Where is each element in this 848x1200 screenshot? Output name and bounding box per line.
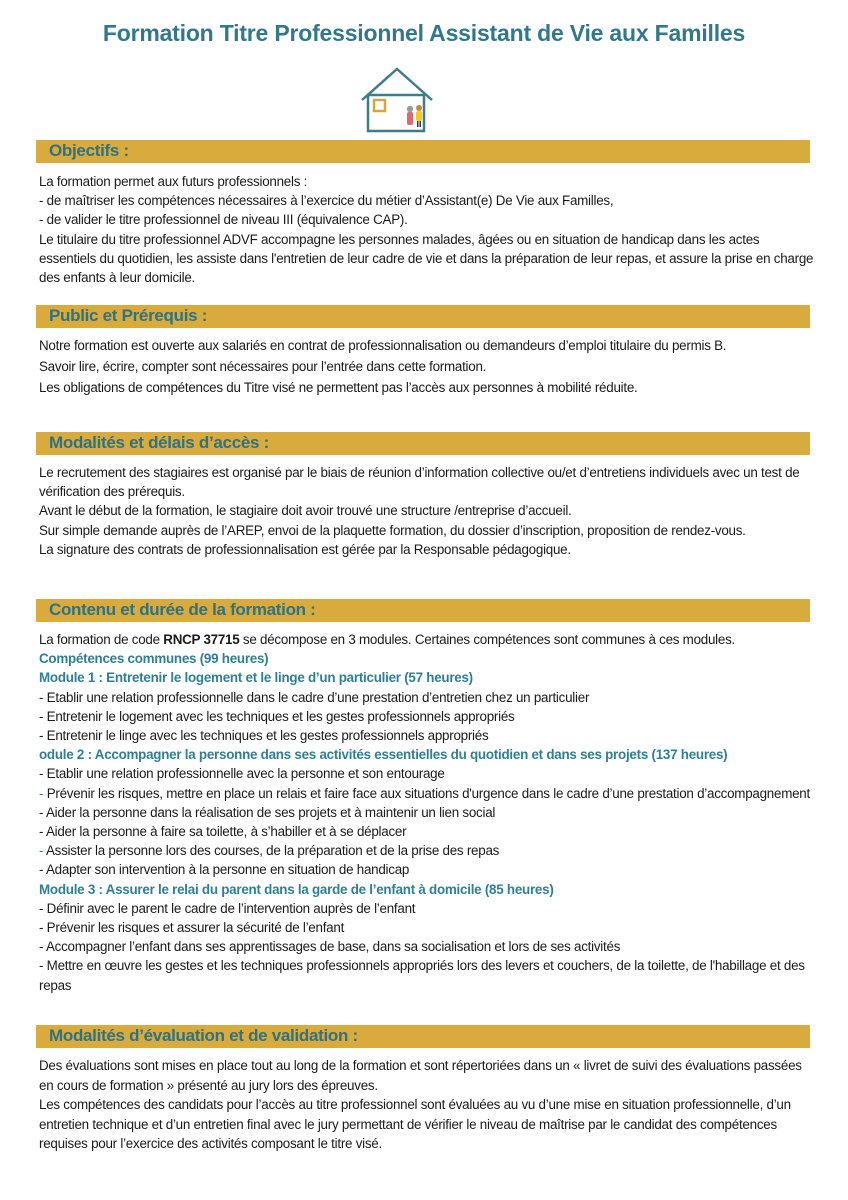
section-body-public — [39, 336, 814, 398]
list-item: - Etablir une relation professionnelle avec la personne et son entourage — [39, 766, 445, 782]
list-item: - Entretenir le linge avec les techniques et les gestes professionnels appropriés — [39, 728, 489, 744]
list-item: - Entretenir le logement avec les techniques et les gestes professionnels appropriés — [39, 708, 515, 724]
paragraph: Savoir lire, écrire, compter sont nécessaires pour l’entrée dans cette formation. — [39, 359, 487, 375]
dash: - — [39, 785, 47, 801]
list-item: - Etablir une relation professionnelle dans le cadre d’une prestation d’entretien chez un particulier — [39, 689, 590, 705]
section-heading: Objectifs : — [49, 141, 129, 160]
house-with-family-icon — [359, 66, 439, 134]
module-3-heading: Module 3 : Assurer le relai du parent dans la garde de l’enfant à domicile (85 heures) — [39, 881, 554, 897]
list-item: - Accompagner l’enfant dans ses apprentissages de base, dans sa socialisation et lors de ses activités — [39, 939, 621, 955]
section-body-modalites-acces — [39, 463, 814, 559]
section-body-objectifs — [39, 172, 814, 287]
section-heading: Contenu et durée de la formation : — [49, 600, 316, 619]
paragraph: Le titulaire du titre professionnel ADVF accompagne les personnes malades, âgées ou en situation de handicap dans les actes essentiels du quotidien, les assiste dans l'entretien de leur cadre de vie et dans la préparation de leur repas, et assure la prise en charge des enfants à leur domicile. — [39, 231, 814, 286]
section-header-public — [36, 305, 810, 328]
section-body-evaluation — [39, 1056, 814, 1154]
intro-text: La formation de code — [39, 632, 164, 647]
paragraph: Les obligations de compétences du Titre visé ne permettent pas l’accès aux personnes à mobilité réduite. — [39, 380, 638, 396]
section-header-objectifs — [36, 140, 810, 163]
paragraph: La signature des contrats de professionnalisation est gérée par la Responsable pédagogique. — [39, 541, 571, 557]
section-heading: Modalités et délais d’accès : — [49, 433, 269, 452]
section-header-evaluation — [36, 1025, 810, 1048]
paragraph: Des évaluations sont mises en place tout au long de la formation et sont répertoriées dans un « livret de suivi des évaluations passées en cours de formation » présenté au jury lors des épreuves. — [39, 1058, 802, 1093]
section-header-contenu — [36, 599, 810, 622]
page-title: Formation Titre Professionnel Assistant de Vie aux Familles — [102, 20, 746, 46]
competences-communes-heading: Compétences communes (99 heures) — [39, 651, 269, 667]
intro-text-after: se décompose en 3 modules. Certaines compétences sont communes à ces modules. — [239, 632, 736, 647]
list-item: - de maîtriser les compétences nécessaires à l’exercice du métier d’Assistant(e) De Vie aux Familles, — [39, 193, 614, 209]
paragraph: La formation permet aux futurs professionnels : — [39, 174, 308, 189]
list-item: - Mettre en œuvre les gestes et les techniques professionnels appropriés lors des levers et couchers, de la toilette, de l'habillage et des repas — [39, 958, 805, 993]
paragraph: Notre formation est ouverte aux salariés en contrat de professionnalisation ou demandeurs d’emploi titulaire du permis B. — [39, 338, 727, 353]
list-item-text: Prévenir les risques, mettre en place un relais et faire face aux situations d'urgence dans le cadre d’une prestation d’accompagnement — [46, 785, 810, 801]
paragraph: Les compétences des candidats pour l’accès au titre professionnel sont évaluées au vu d’une mise en situation professionnelle, d’un entretien technique et d’un entretien final avec le jury permettant de vérifier le niveau de maîtrise par le candidat des compétences requises pour l’exercice des activités composant le titre visé. — [39, 1097, 791, 1152]
list-item: - Prévenir les risques et assurer la sécurité de l’enfant — [39, 920, 345, 936]
module-2-heading: odule 2 : Accompagner la personne dans ses activités essentielles du quotidien et dans ses projets (137 heures) — [39, 747, 728, 763]
list-item: - de valider le titre professionnel de niveau III (équivalence CAP). — [39, 212, 408, 228]
list-item: - Aider la personne à faire sa toilette, à s’habiller et à se déplacer — [39, 824, 407, 840]
list-item: - Adapter son intervention à la personne en situation de handicap — [39, 862, 410, 878]
section-heading: Modalités d’évaluation et de validation : — [49, 1026, 358, 1045]
list-item — [39, 784, 814, 803]
rncp-code: RNCP 37715 — [163, 632, 240, 647]
paragraph-intro — [39, 630, 814, 649]
paragraph: Avant le début de la formation, le stagiaire doit avoir trouvé une structure /entreprise d’accueil. — [39, 503, 572, 519]
paragraph: Le recrutement des stagiaires est organisé par le biais de réunion d’information collective ou/et d’entretiens individuels avec un test de vérification des prérequis. — [39, 465, 800, 500]
module-1-heading: Module 1 : Entretenir le logement et le linge d’un particulier (57 heures) — [39, 670, 473, 686]
list-item-text: Assister la personne lors des courses, de la préparation et de la prise des repas — [45, 843, 500, 859]
list-item: - Définir avec le parent le cadre de l’intervention auprès de l’enfant — [39, 900, 416, 916]
list-item — [39, 841, 814, 860]
section-header-modalites-acces — [36, 432, 810, 455]
list-item: - Aider la personne dans la réalisation de ses projets et à maintenir un lien social — [39, 804, 496, 820]
dash: - — [39, 843, 46, 859]
paragraph: Sur simple demande auprès de l’AREP, envoi de la plaquette formation, du dossier d’inscription, proposition de rendez-vous. — [39, 522, 746, 538]
section-body-contenu — [39, 630, 814, 995]
section-heading: Public et Prérequis : — [49, 306, 208, 325]
